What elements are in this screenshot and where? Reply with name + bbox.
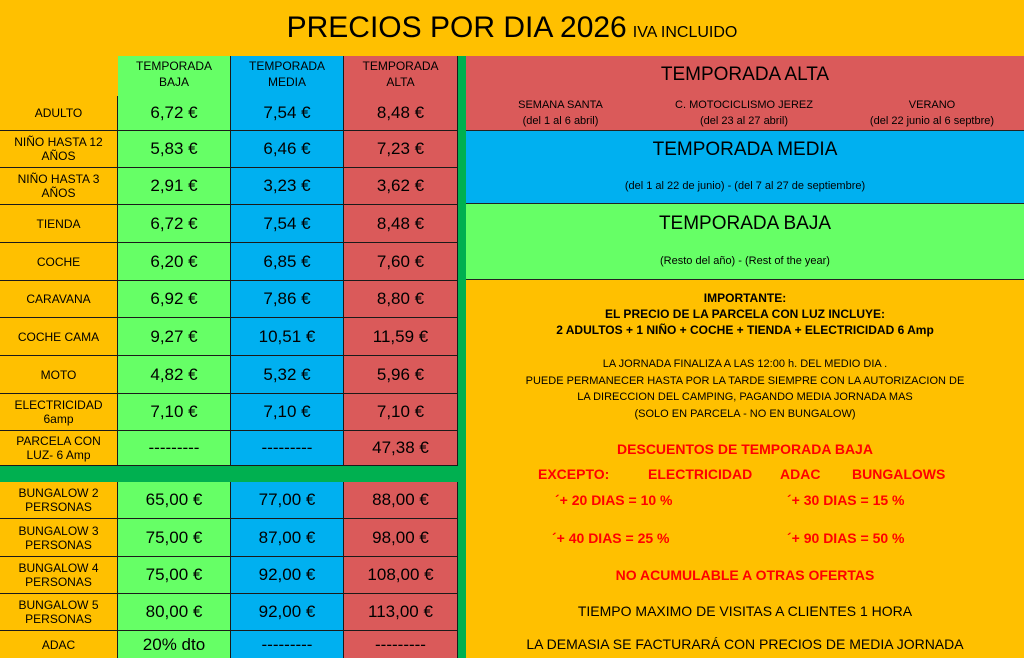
price-low: 2,91 € <box>118 168 231 204</box>
price-high: 11,59 € <box>344 318 458 355</box>
baja-dates: (Resto del año) - (Rest of the year) <box>660 255 830 267</box>
media-dates: (del 1 al 22 de junio) - (del 7 al 27 de septiembre) <box>624 180 866 192</box>
table-row <box>0 243 458 281</box>
title-main: PRECIOS POR DIA 2026 <box>286 11 627 44</box>
price-low: 6,72 € <box>118 96 231 130</box>
price-high: 108,00 € <box>344 557 458 593</box>
panel-temporada-media <box>466 131 1024 204</box>
alta-period-name: SEMANA SANTA <box>518 99 603 111</box>
row-label: NIÑO HASTA 3 AÑOS <box>0 168 118 204</box>
importante-line: 2 ADULTOS + 1 NIÑO + COCHE + TIENDA + ELECTRICIDAD 6 Amp <box>556 323 934 337</box>
price-high: 8,80 € <box>344 281 458 317</box>
table-row <box>0 594 458 631</box>
price-mid: 92,00 € <box>231 594 344 630</box>
table-row <box>0 131 458 168</box>
jornada-block <box>466 356 1024 422</box>
no-acumulable: NO ACUMULABLE A OTRAS OFERTAS <box>615 567 875 583</box>
row-label: ELECTRICIDAD 6amp <box>0 394 118 430</box>
price-low: 75,00 € <box>118 557 231 593</box>
price-high: 8,48 € <box>344 96 458 130</box>
price-mid: 3,23 € <box>231 168 344 204</box>
price-low: --------- <box>118 431 231 465</box>
jornada-line: LA DIRECCION DEL CAMPING, PAGANDO MEDIA JORNADA MAS <box>577 391 913 403</box>
price-low: 75,00 € <box>118 519 231 556</box>
alta-period <box>840 97 1024 129</box>
price-high: --------- <box>344 631 458 658</box>
importante-title: IMPORTANTE: <box>703 291 787 305</box>
jornada-line: (SOLO EN PARCELA - NO EN BUNGALOW) <box>634 407 856 420</box>
price-high: 98,00 € <box>344 519 458 556</box>
row-label: BUNGALOW 2 PERSONAS <box>0 482 118 518</box>
table-row <box>0 168 458 205</box>
horizontal-separator <box>0 466 466 482</box>
demasia-note: LA DEMASIA SE FACTURARÁ CON PRECIOS DE MEDIA JORNADA <box>526 636 964 652</box>
excepto-item: ADAC <box>780 466 821 482</box>
jornada-line: PUEDE PERMANECER HASTA POR LA TARDE SIEMPRE CON LA AUTORIZACION DE <box>525 374 965 387</box>
media-heading: TEMPORADA MEDIA <box>652 139 838 160</box>
price-mid: 77,00 € <box>231 482 344 518</box>
table-row <box>0 519 458 557</box>
price-low: 65,00 € <box>118 482 231 518</box>
descuentos-heading: DESCUENTOS DE TEMPORADA BAJA <box>617 441 873 457</box>
price-mid: 7,10 € <box>231 394 344 430</box>
importante-line: EL PRECIO DE LA PARCELA CON LUZ INCLUYE: <box>604 307 885 321</box>
header-mid-text: TEMPORADA MEDIA <box>248 59 325 89</box>
discount-item: ´+ 90 DIAS = 50 % <box>787 530 905 546</box>
price-mid: 5,32 € <box>231 356 344 393</box>
jornada-line: LA JORNADA FINALIZA A LAS 12:00 h. DEL MEDIO DIA . <box>602 358 888 370</box>
discount-item: ´+ 40 DIAS = 25 % <box>552 530 670 546</box>
price-mid: 87,00 € <box>231 519 344 556</box>
header-low <box>118 56 231 96</box>
price-high: 7,60 € <box>344 243 458 280</box>
header-mid <box>231 56 344 96</box>
price-high: 5,96 € <box>344 356 458 393</box>
alta-period-dates: (del 1 al 6 abril) <box>522 115 599 127</box>
table-row <box>0 394 458 431</box>
row-label: BUNGALOW 5 PERSONAS <box>0 594 118 630</box>
alta-period <box>468 97 653 129</box>
table-row <box>0 356 458 394</box>
alta-heading: TEMPORADA ALTA <box>660 64 830 85</box>
price-mid: --------- <box>231 431 344 465</box>
row-label: ADULTO <box>0 96 118 130</box>
panel-temporada-baja <box>466 204 1024 280</box>
price-low: 80,00 € <box>118 594 231 630</box>
alta-period-name: C. MOTOCICLISMO JEREZ <box>675 99 813 111</box>
importante-block <box>466 290 1024 338</box>
price-low: 6,20 € <box>118 243 231 280</box>
price-high: 8,48 € <box>344 205 458 242</box>
price-low: 6,92 € <box>118 281 231 317</box>
price-low: 20% dto <box>118 631 231 658</box>
row-label: NIÑO HASTA 12 AÑOS <box>0 131 118 167</box>
panel-temporada-alta <box>466 56 1024 131</box>
title-sub: IVA INCLUIDO <box>632 24 738 41</box>
price-mid: 92,00 € <box>231 557 344 593</box>
table-header <box>0 56 458 96</box>
page-title <box>0 0 1024 56</box>
row-label: BUNGALOW 3 PERSONAS <box>0 519 118 556</box>
price-high: 88,00 € <box>344 482 458 518</box>
price-mid: 6,46 € <box>231 131 344 167</box>
price-low: 7,10 € <box>118 394 231 430</box>
price-high: 7,10 € <box>344 394 458 430</box>
price-high: 113,00 € <box>344 594 458 630</box>
price-mid: 7,54 € <box>231 205 344 242</box>
price-low: 4,82 € <box>118 356 231 393</box>
price-mid: 6,85 € <box>231 243 344 280</box>
excepto-item: BUNGALOWS <box>852 466 946 482</box>
price-high: 3,62 € <box>344 168 458 204</box>
alta-period-dates: (del 23 al 27 abril) <box>699 115 789 127</box>
row-label: PARCELA CON LUZ- 6 Amp <box>0 431 118 465</box>
alta-period-dates: (del 22 junio al 6 septbre) <box>869 115 995 127</box>
row-label: CARAVANA <box>0 281 118 317</box>
row-label: ADAC <box>0 631 118 658</box>
alta-period-name: VERANO <box>908 99 956 111</box>
price-high: 47,38 € <box>344 431 458 465</box>
header-label <box>0 56 118 96</box>
row-label: BUNGALOW 4 PERSONAS <box>0 557 118 593</box>
price-mid: 7,86 € <box>231 281 344 317</box>
baja-heading: TEMPORADA BAJA <box>658 213 832 234</box>
table-row <box>0 205 458 243</box>
table-row <box>0 281 458 318</box>
row-label: COCHE <box>0 243 118 280</box>
vertical-separator <box>458 56 466 658</box>
discount-item: ´+ 30 DIAS = 15 % <box>787 492 905 508</box>
price-low: 9,27 € <box>118 318 231 355</box>
excepto-item: ELECTRICIDAD <box>648 466 753 482</box>
price-low: 5,83 € <box>118 131 231 167</box>
alta-period <box>648 97 840 129</box>
price-mid: --------- <box>231 631 344 658</box>
discount-item: ´+ 20 DIAS = 10 % <box>555 492 673 508</box>
row-label: TIENDA <box>0 205 118 242</box>
price-mid: 10,51 € <box>231 318 344 355</box>
price-mid: 7,54 € <box>231 96 344 130</box>
table-row <box>0 96 458 131</box>
table-row <box>0 631 458 658</box>
table-row <box>0 557 458 594</box>
excepto-label: EXCEPTO: <box>538 466 610 482</box>
visitas-note: TIEMPO MAXIMO DE VISITAS A CLIENTES 1 HORA <box>577 603 913 619</box>
price-high: 7,23 € <box>344 131 458 167</box>
header-high-text: TEMPORADA ALTA <box>362 59 439 89</box>
header-high <box>344 56 458 96</box>
header-low-text: TEMPORADA BAJA <box>135 59 212 89</box>
price-low: 6,72 € <box>118 205 231 242</box>
row-label: COCHE CAMA <box>0 318 118 355</box>
table-row <box>0 318 458 356</box>
table-row <box>0 482 458 519</box>
row-label: MOTO <box>0 356 118 393</box>
table-row <box>0 431 458 466</box>
